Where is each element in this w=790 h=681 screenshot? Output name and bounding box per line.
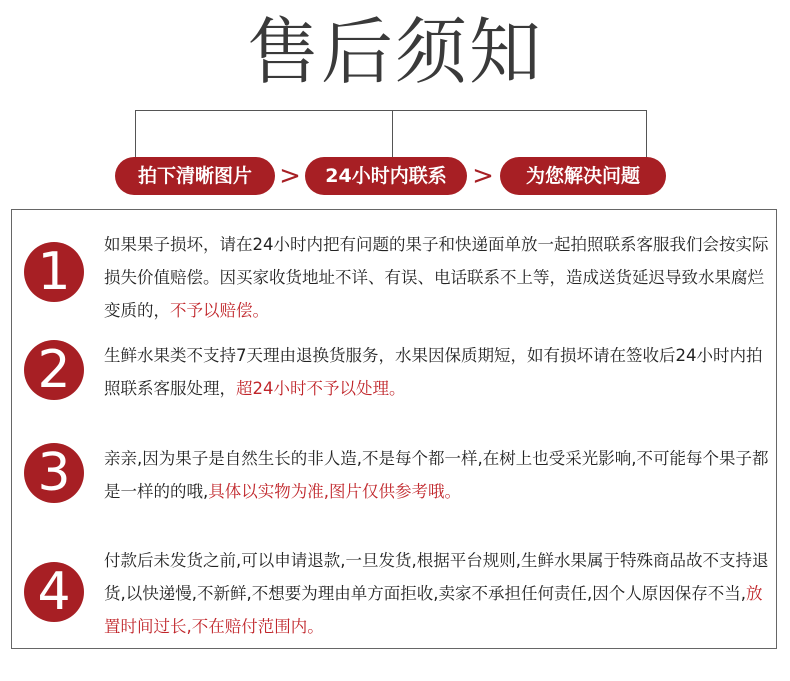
number-badge-3: 3 <box>24 443 84 503</box>
connector-line-middle <box>392 110 393 158</box>
number-badge-1: 1 <box>24 242 84 302</box>
notice-text-4 <box>104 544 776 643</box>
notice-highlight: 不予以赔偿。 <box>170 301 269 320</box>
notice-body: 生鲜水果类不支持7天理由退换货服务，水果因保质期短，如有损坏请在签收后24小时内拍照联系客服处理， <box>104 346 763 398</box>
notice-body: 亲亲,因为果子是自然生长的非人造,不是每个都一样,在树上也受采光影响,不可能每个果子都是一样的的哦, <box>104 449 769 501</box>
arrow-icon: > <box>279 161 301 191</box>
step-take-photo: 拍下清晰图片 <box>115 157 275 195</box>
notice-highlight: 具体以实物为准,图片仅供参考哦。 <box>208 482 461 501</box>
notice-highlight: 放置时间过长,不在赔付范围内。 <box>104 584 763 636</box>
notice-body: 付款后未发货之前,可以申请退款,一旦发货,根据平台规则,生鲜水果属于特殊商品故不支持退货,以快递慢,不新鲜,不想要为理由单方面拒收,卖家不承担任何责任,因个人原因保存不当, <box>104 551 769 603</box>
step-solve-problem: 为您解决问题 <box>500 157 666 195</box>
notice-text-3 <box>104 442 776 508</box>
number-badge-2: 2 <box>24 340 84 400</box>
connector-line-left <box>135 110 136 158</box>
notice-text-2 <box>104 339 776 405</box>
notice-text-1 <box>104 228 776 327</box>
step-contact-within-24h: 24小时内联系 <box>305 157 467 195</box>
notice-body: 如果果子损坏，请在24小时内把有问题的果子和快递面单放一起拍照联系客服我们会按实际损失价值赔偿。因买家收货地址不详、有误、电话联系不上等，造成送货延迟导致水果腐烂变质的， <box>104 235 769 320</box>
notice-box <box>11 209 777 649</box>
arrow-icon: > <box>472 161 494 191</box>
notice-highlight: 超24小时不予以处理。 <box>236 379 406 398</box>
page-title: 售后须知 <box>246 10 543 94</box>
number-badge-4: 4 <box>24 562 84 622</box>
connector-line-right <box>646 110 647 158</box>
connector-line-top <box>135 110 647 111</box>
